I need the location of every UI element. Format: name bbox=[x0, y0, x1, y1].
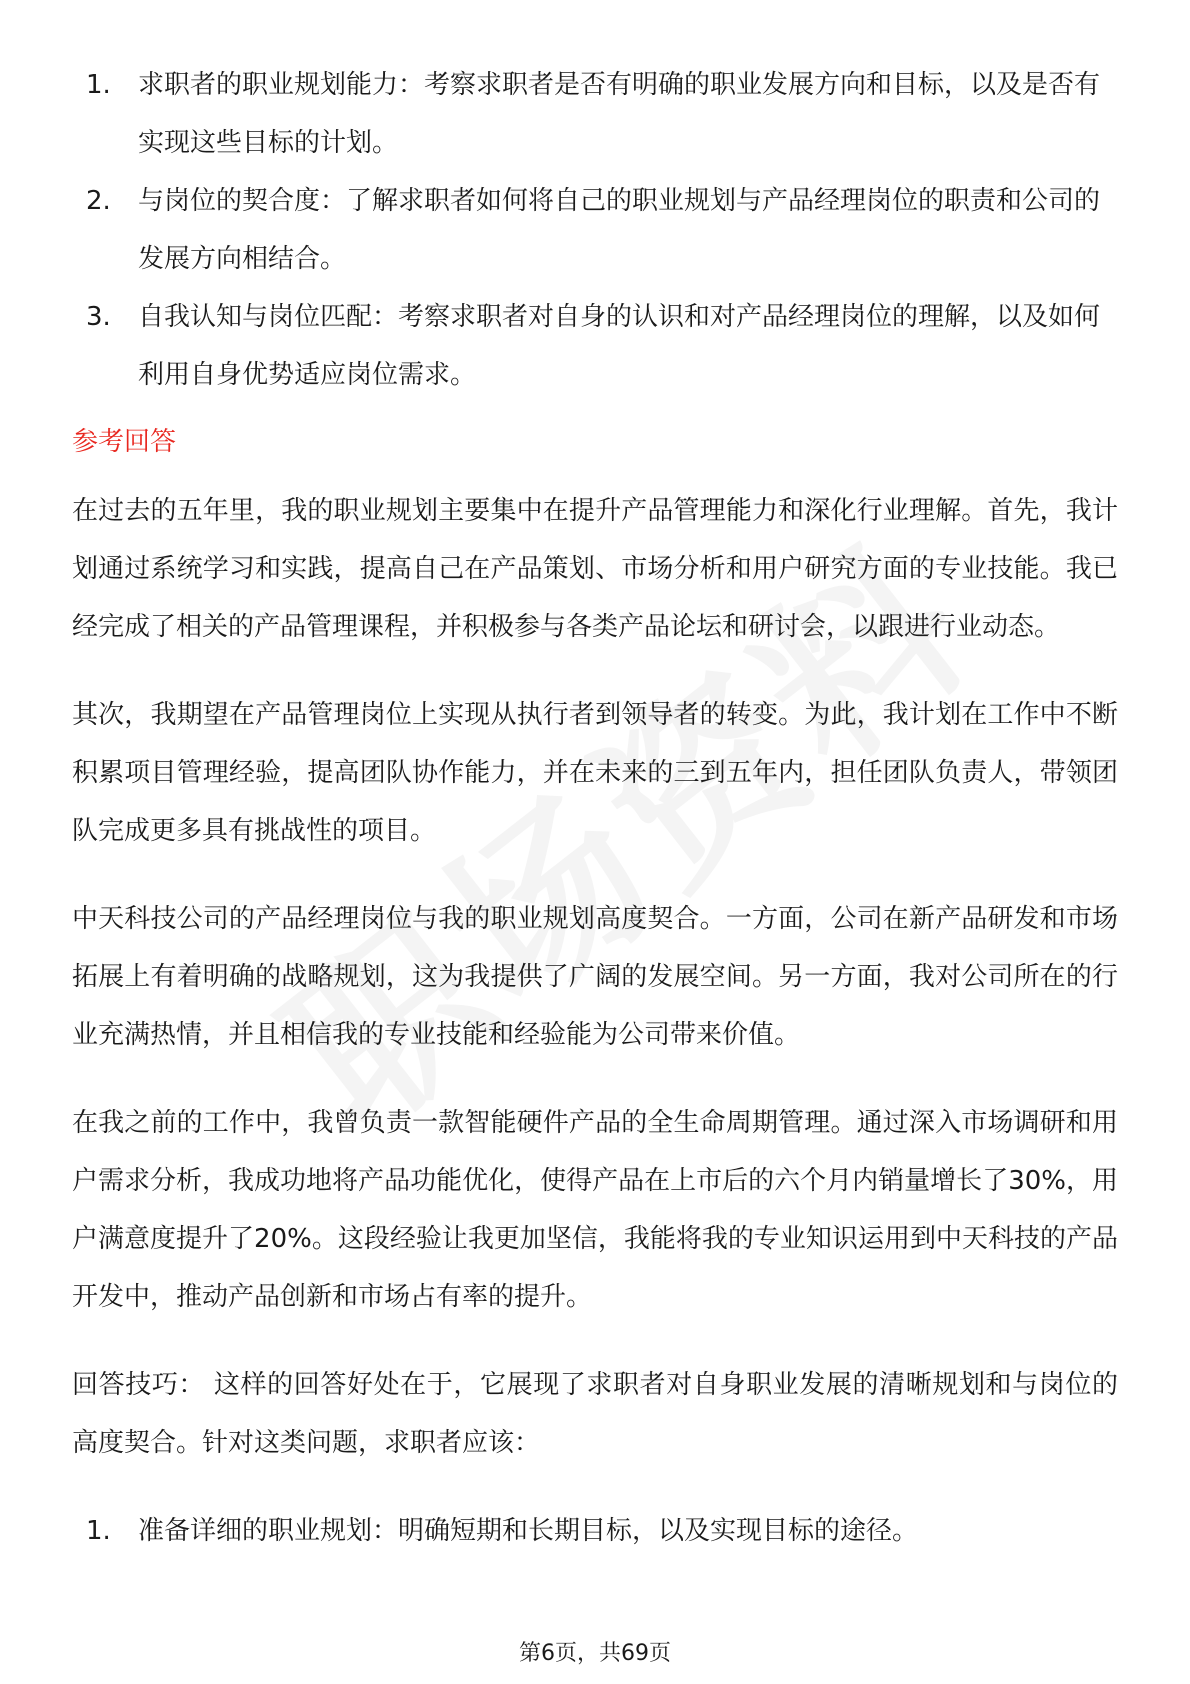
list-item bbox=[72, 288, 1118, 404]
list-item bbox=[72, 172, 1118, 288]
tip-list bbox=[72, 1502, 1118, 1560]
list-text: 准备详细的职业规划：明确短期和长期目标，以及实现目标的途径。 bbox=[138, 1516, 919, 1546]
answer-paragraph: 中天科技公司的产品经理岗位与我的职业规划高度契合。一方面，公司在新产品研发和市场拓展上有着明确的战略规划，这为我提供了广阔的发展空间。另一方面，我对公司所在的行业充满热情，并且相信我的专业技能和经验能为公司带来价值。 bbox=[72, 904, 1118, 1050]
list-number: 1. bbox=[86, 1516, 111, 1546]
list-text: 自我认知与岗位匹配：考察求职者对自身的认识和对产品经理岗位的理解，以及如何利用自身优势适应岗位需求。 bbox=[138, 302, 1101, 390]
evaluation-list bbox=[72, 56, 1118, 404]
page-footer: 第6页，共69页 bbox=[519, 1641, 671, 1666]
section-heading: 参考回答 bbox=[72, 427, 177, 457]
list-number: 1. bbox=[86, 70, 111, 100]
document-body bbox=[72, 56, 1118, 1560]
list-text: 与岗位的契合度：了解求职者如何将自己的职业规划与产品经理岗位的职责和公司的发展方向相结合。 bbox=[138, 186, 1101, 274]
answer-tip: 回答技巧： 这样的回答好处在于，它展现了求职者对自身职业发展的清晰规划和与岗位的高度契合。针对这类问题，求职者应该： bbox=[72, 1370, 1118, 1458]
list-number: 3. bbox=[86, 302, 111, 332]
list-number: 2. bbox=[86, 186, 111, 216]
list-item bbox=[72, 1502, 1118, 1560]
list-item bbox=[72, 56, 1118, 172]
answer-paragraph: 其次，我期望在产品管理岗位上实现从执行者到领导者的转变。为此，我计划在工作中不断积累项目管理经验，提高团队协作能力，并在未来的三到五年内，担任团队负责人，带领团队完成更多具有挑战性的项目。 bbox=[72, 700, 1118, 846]
answer-paragraph: 在过去的五年里，我的职业规划主要集中在提升产品管理能力和深化行业理解。首先，我计划通过系统学习和实践，提高自己在产品策划、市场分析和用户研究方面的专业技能。我已经完成了相关的产品管理课程，并积极参与各类产品论坛和研讨会，以跟进行业动态。 bbox=[72, 496, 1118, 642]
list-text: 求职者的职业规划能力：考察求职者是否有明确的职业发展方向和目标，以及是否有实现这些目标的计划。 bbox=[138, 70, 1101, 158]
answer-paragraph: 在我之前的工作中，我曾负责一款智能硬件产品的全生命周期管理。通过深入市场调研和用户需求分析，我成功地将产品功能优化，使得产品在上市后的六个月内销量增长了30%，用户满意度提升了20%。这段经验让我更加坚信，我能将我的专业知识运用到中天科技的产品开发中，推动产品创新和市场占有率的提升。 bbox=[72, 1108, 1118, 1312]
